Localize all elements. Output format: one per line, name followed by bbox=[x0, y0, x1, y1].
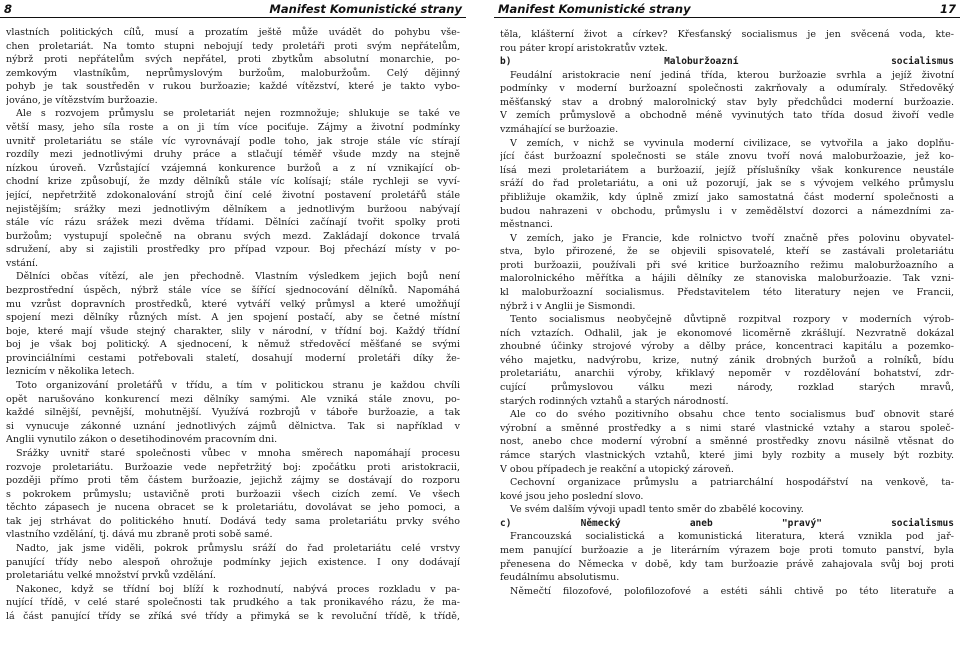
text-line: mu vzrůst dopravních prostředků, které vytváří velký průmysl a které umožňují bbox=[6, 298, 460, 310]
text-line: chen proletariát. Na tomto stupni nebojují tedy proletáři proti svým nepřátelům, bbox=[6, 40, 460, 52]
text-line: starých rodinných vztahů a starých národností. bbox=[500, 395, 729, 407]
text-line: V zemích průmyslově a obchodně méně vyvinutých tato třída dosud živoří vedle bbox=[500, 110, 954, 122]
text-line: podmínky v moderní buržoazní společnosti zakrňovaly a odumíraly. Středověký bbox=[500, 83, 954, 95]
right-page-header bbox=[494, 2, 960, 16]
header-rule bbox=[494, 17, 960, 18]
text-line: V zemích, jako je Francie, kde rolnictvo tvoří značně přes polovinu obyvatel- bbox=[510, 232, 954, 244]
text-line: leznicím v několika letech. bbox=[6, 366, 135, 378]
text-line: bezprostřední úspěch, nýbrž stále více se šířící sjednocování dělníků. Napomáhá bbox=[6, 284, 460, 296]
text-line: Anglii vynutilo zákon o desetihodinovém pracovním dni. bbox=[6, 434, 278, 446]
text-line: větší masy, jeho síla roste a on ji tím více pociťuje. Zájmy a životní podmínky bbox=[6, 122, 460, 134]
text-line: výrobní a směnné prostředky a s nimi staré vlastnické vztahy a starou společ- bbox=[500, 422, 954, 434]
text-line: rámce starých vlastnických vztahů, které jimi byly rozbity a musely být rozbity. bbox=[500, 449, 954, 461]
text-line: Toto organizování proletářů v třídu, a tím v politickou stranu je každou chvíli bbox=[16, 380, 460, 392]
text-line: boje, které mají všude stejný charakter, slily v národní, v třídní boj. Každý třídní bbox=[6, 325, 460, 337]
text-line: opět narušováno konkurencí mezi dělníky samými. Ale vzniká stále znovu, po- bbox=[6, 393, 460, 405]
text-line: přibližuje okamžik, kdy úplně zmizí jako samostatná část moderní společnosti a bbox=[500, 191, 954, 203]
text-line: sdružení, aby si zajistili prostředky pro případ vzpour. Boj přechází místy v po- bbox=[6, 244, 460, 256]
text-line: Nakonec, když se třídní boj blíží k rozhodnutí, nabývá proces rozkladu v pa- bbox=[16, 583, 460, 595]
text-line: spojení mezi dělníky různých míst. A jen spojení postačí, aby se četné místní bbox=[6, 312, 460, 324]
text-line: nost, anebo chce moderní výrobní a směnné prostředky znovu násilně vtěsnat do bbox=[500, 436, 954, 448]
text-line: Cechovní organizace průmyslu a patriarchální hospodářství na venkově, ta- bbox=[510, 477, 954, 489]
text-line: vlastního vzdělání, tj. dává mu zbraně proti sobě samé. bbox=[6, 529, 273, 541]
text-line: vzmáhající se buržoazie. bbox=[500, 124, 619, 136]
text-line: rozdíly mezi jednotlivými druhy práce a stlačují téměř všude mzdy na stejně bbox=[6, 149, 460, 161]
text-line: buržoům; vystupují společně na obranu svých mezd. Zakládají dokonce trvalá bbox=[6, 230, 460, 242]
text-line: zemkovým vlastníkům, neprůmyslovým buržoům, maloburžoům. Celý dějinný bbox=[6, 67, 460, 79]
text-line: mem panující buržoazie a je literárním výrazem boje proti tomuto panství, byla bbox=[500, 544, 954, 556]
text-line: lá část panující třídy se zříká své třídy a přimyká se k revoluční třídě, k třídě, bbox=[6, 610, 460, 622]
text-line: stva, bylo přirozené, že se objevili spisovatelé, kteří se zastávali proletariátu bbox=[500, 246, 954, 258]
text-line: feudálnímu absolutismu. bbox=[500, 572, 620, 584]
section-heading: c) Německý aneb "pravý" socialismus bbox=[500, 517, 954, 529]
text-line: sráží do řad proletariátu, a oni už pozorují, jak se s vývojem velkého průmyslu bbox=[500, 178, 954, 190]
text-line: pohyb je tak soustředěn v rukou buržoazie; každé vítězství, které je takto vybo- bbox=[6, 81, 460, 93]
text-line: měšťanský stav a drobný malorolnický stav byly předchůdci moderní buržoazie. bbox=[500, 96, 954, 108]
text-line: tak jej strhávat do politického hnutí. Dodává tedy sama proletariátu prvky svého bbox=[6, 515, 460, 527]
running-header: Manifest Komunistické strany bbox=[269, 2, 462, 16]
text-line: jející, nepřetržitě zdokonalování strojů činí celé životní postavení proletářů stále bbox=[6, 189, 460, 201]
text-line: ních vztazích. Odhalil, jak je ekonomové licoměrně zkrášlují. Nezvratně dokázal bbox=[500, 327, 954, 339]
text-line: panující třídy nebo alespoň ohrožuje podmínky jejich existence. I ony dodávají bbox=[6, 556, 460, 568]
text-line: cující průmyslovou válku mezi národy, rozklad starých mravů, bbox=[500, 382, 954, 394]
text-line: Srážky uvnitř staré společnosti vůbec v mnoha směrech napomáhají procesu bbox=[16, 447, 460, 459]
text-line: si vynucuje zákonné uznání jednotlivých zájmů dělnictva. Tak si například v bbox=[6, 420, 460, 432]
text-line: Tento socialismus neobyčejně důvtipně rozpitval rozpory v moderních výrob- bbox=[510, 314, 954, 326]
text-line: těla, klášterní život a církev? Křesťanský socialismus je jen svěcená voda, kte- bbox=[500, 29, 954, 40]
text-line: rou páter kropí aristokratův vztek. bbox=[500, 42, 668, 54]
page-gutter bbox=[473, 0, 487, 653]
text-line: nejistějším; srážky mezi jednotlivým dělníkem a jednotlivým buržoou nabývají bbox=[6, 203, 460, 215]
text-line: každé silnější, pevnější, mohutnější. Využívá rozbrojů v táboře buržoazie, a tak bbox=[6, 407, 460, 419]
text-line: proti buržoazii, používali při své kritice buržoazního režimu maloburžoazního a bbox=[500, 259, 954, 271]
text-line: Nadto, jak jsme viděli, pokrok průmyslu sráží do řad proletariátu celé vrstvy bbox=[16, 542, 460, 554]
text-line: proletariátu velké množství prvků vzdělání. bbox=[6, 570, 216, 582]
text-line: vstání. bbox=[6, 257, 39, 269]
text-line: Dělníci občas vítězí, ale jen přechodně. Vlastním výsledkem jejich bojů není bbox=[16, 271, 460, 283]
text-line: uvnitř proletariátu se stále víc vyrovnávají podle toho, jak stroje stále víc stírají bbox=[6, 135, 460, 147]
page-number: 17 bbox=[939, 2, 956, 16]
text-line: s pokrokem průmyslu; ustavičně proti buržoazii všech cizích zemí. Ve všech bbox=[6, 488, 460, 500]
right-page-body bbox=[500, 28, 954, 598]
text-line: kl maloburžoazní socialismus. Představitelem této literatury nejen ve Francii, bbox=[500, 286, 954, 298]
text-line: budou nahrazeni v obchodu, průmyslu i v zemědělství dozorci a námezdními za- bbox=[500, 205, 954, 217]
text-line: lísá mezi proletariátem a buržoazií, jejíž příslušníky však konkurence neustále bbox=[500, 164, 954, 176]
text-line: přenesena do Německa v době, kdy tam buržoazie právě zahajovala svůj boj proti bbox=[500, 558, 954, 570]
text-line: jící část buržoazní společnosti se stále znovu tvoří nová maloburžoazie, jež ko- bbox=[500, 151, 954, 163]
right-page bbox=[494, 0, 960, 653]
left-page bbox=[0, 0, 466, 653]
text-line: Francouzská socialistická a komunistická literatura, která vznikla pod jař- bbox=[510, 531, 954, 543]
left-page-header bbox=[0, 2, 466, 16]
text-line: nující třídě, v celé staré společnosti tak prudkého a tak pronikavého rázu, že ma- bbox=[6, 597, 460, 609]
text-line: nízkou úroveň. Vzrůstající vzájemná konkurence buržoů a z ní vznikající ob- bbox=[6, 162, 460, 174]
text-line: Němečtí filozofové, polofilozofové a estéti sáhli chtivě po této literatuře a bbox=[510, 585, 954, 597]
left-page-body bbox=[6, 26, 460, 623]
text-line: Ale co do svého pozitivního obsahu chce tento socialismus buď obnovit staré bbox=[510, 409, 954, 421]
page-number: 8 bbox=[4, 2, 13, 16]
text-line: V zemích, v nichž se vyvinula moderní civilizace, se vytvořila a jako doplňu- bbox=[510, 137, 954, 149]
text-line: městnanci. bbox=[500, 219, 553, 231]
text-line: rozvoje proletariátu. Buržoazie vede nepřetržitý boj: zpočátku proti aristokracii, bbox=[6, 461, 460, 473]
text-line: proletariátu, anarchii výroby, křiklavý nepoměr v rozdělování bohatství, zdr- bbox=[500, 368, 954, 380]
text-line: kové jsou jeho poslední slovo. bbox=[500, 490, 644, 502]
text-line: jováno, je vítězstvím buržoazie. bbox=[6, 94, 158, 106]
text-line: Feudální aristokracie není jediná třída, kterou buržoazie svrhla a jejíž životní bbox=[510, 69, 954, 81]
header-rule bbox=[0, 17, 466, 18]
text-line: V obou případech je reakční a utopický zároveň. bbox=[500, 463, 734, 475]
text-line: chodní krize způsobují, že mzdy dělníků stále víc kolísají; stále rychleji se vyví- bbox=[6, 176, 460, 188]
text-line: zhoubné účinky strojové výroby a dělby práce, koncentraci kapitálu a pozemko- bbox=[500, 341, 954, 353]
text-line: vého majetku, nadvýrobu, krize, nutný zánik drobných buržoů a rolníků, bídu bbox=[500, 354, 954, 366]
text-line: nýbrž i v Anglii je Sismondi. bbox=[500, 300, 636, 312]
text-line: Ale s rozvojem průmyslu se proletariát nejen rozmnožuje; shlukuje se také ve bbox=[16, 108, 460, 120]
text-line: těchto zápasech je nucena obracet se k proletariátu, dovolávat se jeho pomoci, a bbox=[6, 502, 460, 514]
text-line: stále víc rázu srážek mezi dvěma třídami. Dělníci začínají tvořit spolky proti bbox=[6, 217, 460, 229]
text-line: Ve svém dalším vývoji upadl tento směr do zbabělé kocoviny. bbox=[510, 504, 804, 516]
text-line: provinciálními cestami potřebovali staletí, dosahují moderní proletáři díky že- bbox=[6, 352, 460, 364]
running-header: Manifest Komunistické strany bbox=[498, 2, 691, 16]
text-line: vlastních politických cílů, musí a prozatím ještě může uvádět do pohybu vše- bbox=[6, 27, 460, 38]
section-heading: b) Maloburžoazní socialismus bbox=[500, 56, 954, 68]
text-line: později přímo proti těm částem buržoazie, jejichž zájmy se dostávají do rozporu bbox=[6, 475, 460, 487]
text-line: boj je však boj politický. A sjednocení, k němuž středověcí měšťané se svými bbox=[6, 339, 460, 351]
text-line: nýbrž proti nepřátelům svých nepřátel, proti zbytkům absolutní monarchie, po- bbox=[6, 54, 460, 66]
text-line: malorolnického měřítka a hájili dělníky ze stanoviska maloburžoazie. Tak vzni- bbox=[500, 273, 954, 285]
